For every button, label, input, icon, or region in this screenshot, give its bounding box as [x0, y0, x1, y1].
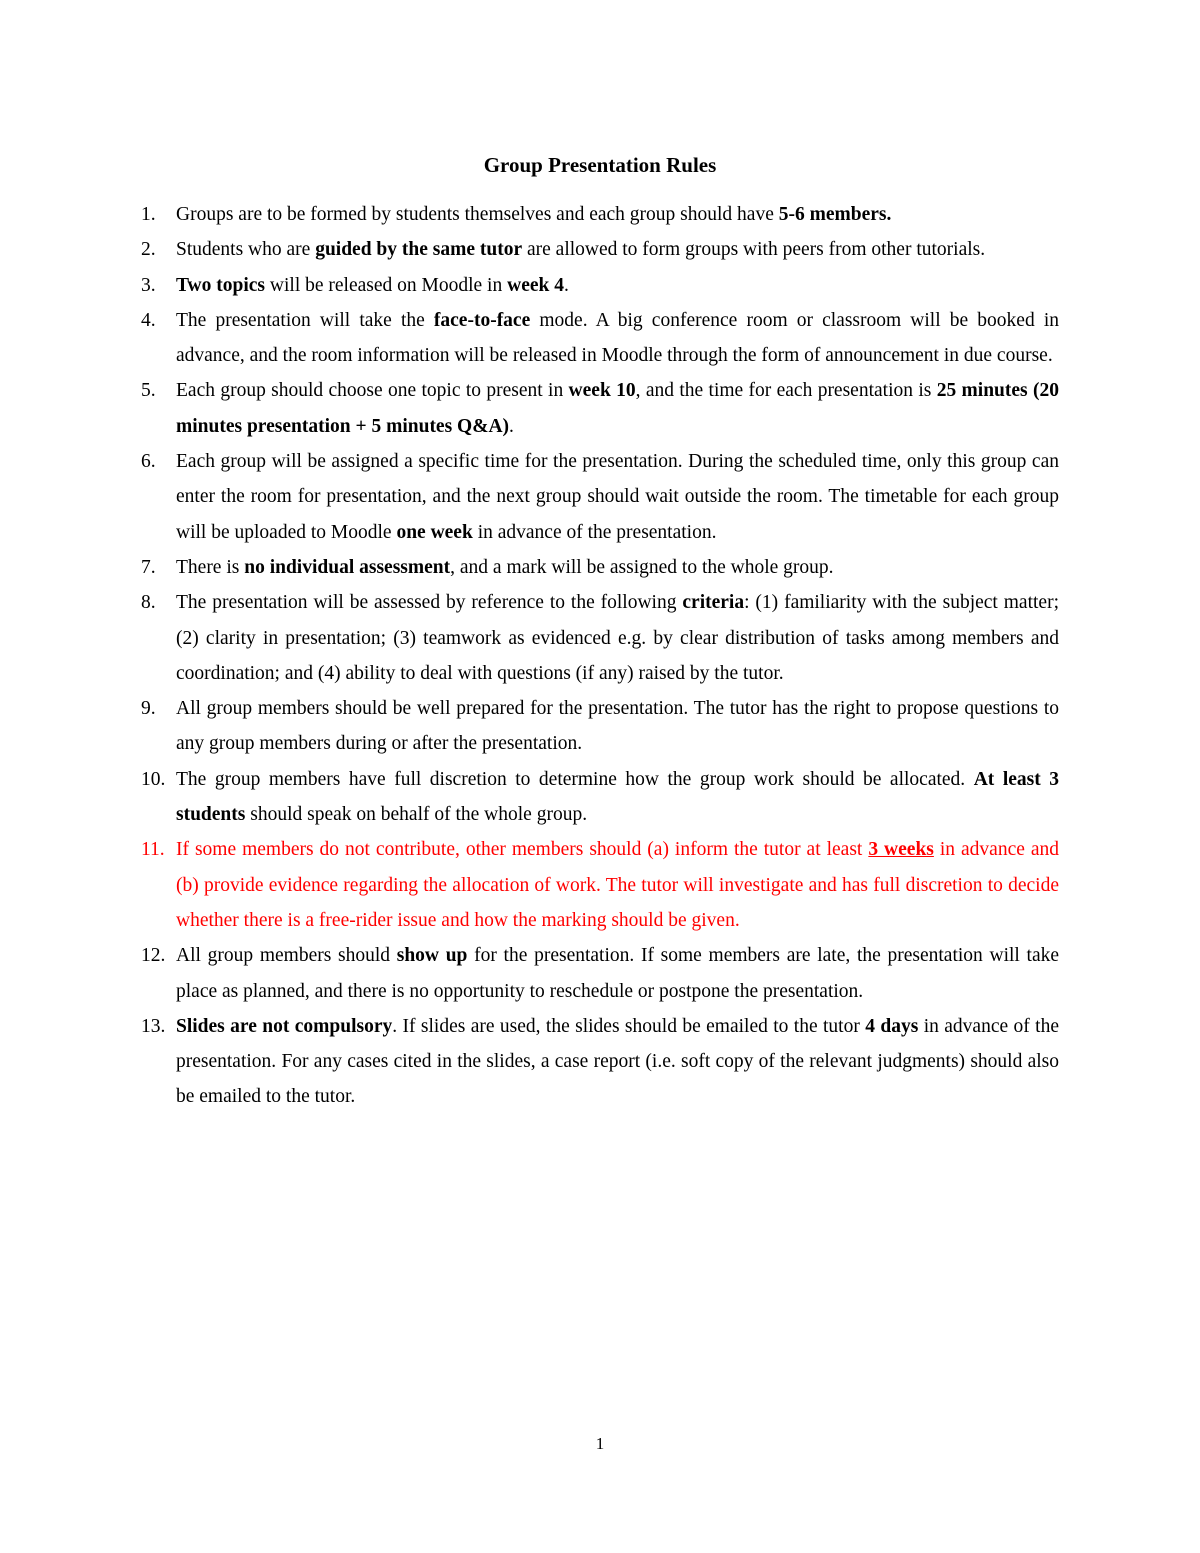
- rule-item: [141, 938, 1059, 1009]
- rule-item: [141, 232, 1059, 267]
- rule-emphasis: face-to-face: [433, 309, 531, 331]
- rule-text-segment: There is: [176, 556, 245, 578]
- rule-text: [176, 239, 985, 260]
- rule-number: 10.: [141, 768, 166, 790]
- rule-item: [141, 197, 1059, 232]
- rule-number: 5.: [141, 380, 156, 402]
- rule-item: [141, 762, 1059, 833]
- rule-emphasis: show up: [396, 945, 468, 967]
- rule-underline: [868, 839, 934, 860]
- document-title: Group Presentation Rules: [483, 153, 717, 177]
- rule-emphasis: Slides are not compulsory: [176, 1015, 393, 1037]
- rule-text: [176, 557, 834, 578]
- rule-text-segment: for the presentation. If some members are late, the presentation will take place as planned, and there is no opportunity to reschedule or postpone the presentation.: [176, 945, 1059, 1002]
- rule-text-segment: All group members should: [176, 945, 397, 967]
- rule-emphasis: one week: [396, 521, 473, 543]
- rule-text-segment: in advance of the presentation.: [472, 521, 717, 543]
- rule-number: 8.: [141, 592, 156, 614]
- rule-text: [176, 275, 569, 296]
- rule-text: [176, 592, 1059, 684]
- rule-emphasis: 4 days: [865, 1015, 919, 1037]
- rule-emphasis: guided by the same tutor: [315, 239, 523, 261]
- rule-emphasis: week 10: [568, 380, 636, 402]
- rule-emphasis: 3 weeks: [868, 839, 934, 861]
- rule-emphasis: 25 minutes (20 minutes presentation + 5 minutes Q&A): [176, 380, 1059, 437]
- rule-text-segment: The presentation will take the: [176, 309, 434, 331]
- page-number: 1: [595, 1434, 605, 1453]
- rule-item: [141, 832, 1059, 938]
- rule-text-segment: Students who are: [176, 239, 316, 261]
- rule-number: 7.: [141, 556, 156, 578]
- rule-text: [176, 1016, 1059, 1108]
- rule-text-segment: in advance and (b) provide evidence regarding the allocation of work. The tutor will investigate and has full discretion to decide whether there is a free-rider issue and how the marking should be given.: [176, 839, 1060, 931]
- rule-item: [141, 303, 1059, 374]
- rule-item: [141, 268, 1059, 303]
- rule-text-segment: should speak on behalf of the whole group.: [245, 804, 588, 826]
- rule-text: [176, 204, 891, 225]
- rule-number: 6.: [141, 451, 156, 473]
- rule-item: [141, 550, 1059, 585]
- rules-list: [141, 197, 1059, 1115]
- rule-text: [176, 839, 1059, 931]
- rule-text-segment: are allowed to form groups with peers from other tutorials.: [522, 239, 986, 261]
- rule-emphasis: 5-6 members.: [778, 204, 892, 225]
- rule-text: [176, 451, 1059, 543]
- rule-text-segment: in advance of the presentation. For any cases cited in the slides, a case report (i.e. soft copy of the relevant judgments) should also be emailed to the tutor.: [176, 1015, 1059, 1108]
- rule-emphasis: Two topics: [176, 274, 266, 296]
- rule-number: 12.: [141, 945, 166, 967]
- rule-text-segment: The group members have full discretion to determine how the group work should be allocated.: [176, 768, 974, 790]
- rule-text: [176, 769, 1059, 825]
- rule-text-segment: All group members should be well prepared for the presentation. The tutor has the right to propose questions to any group members during or after the presentation.: [176, 698, 1059, 755]
- rule-number: 11.: [141, 839, 165, 861]
- rule-text-segment: Groups are to be formed by students themselves and each group should have: [176, 204, 779, 225]
- rule-text: [176, 380, 1059, 436]
- rule-text-segment: If some members do not contribute, other members should (a) inform the tutor at least: [176, 839, 869, 861]
- rule-item: [141, 1009, 1059, 1115]
- rule-number: 2.: [141, 239, 156, 261]
- rule-text: [176, 945, 1059, 1001]
- rule-number: 9.: [141, 698, 156, 720]
- rule-text-segment: , and a mark will be assigned to the whole group.: [450, 556, 834, 578]
- rule-text-segment: mode. A big conference room or classroom will be booked in advance, and the room information will be released in Moodle through the form of announcement in due course.: [176, 309, 1060, 367]
- rule-emphasis: week 4: [507, 274, 564, 296]
- rule-number: 4.: [141, 309, 156, 331]
- rule-text-segment: will be released on Moodle in: [265, 274, 508, 296]
- rule-text-segment: : (1) familiarity with the subject matter; (2) clarity in presentation; (3) teamwork as evidenced e.g. by clear distribution of tasks among members and coordination; and (4) ability to deal with questions (if any) raised by the tutor.: [176, 592, 1059, 684]
- rule-text-segment: , and the time for each presentation is: [635, 380, 937, 402]
- rule-item: [141, 444, 1059, 550]
- rule-text-segment: . If slides are used, the slides should be emailed to the tutor: [392, 1015, 866, 1037]
- rule-number: 1.: [141, 204, 156, 225]
- rule-number: 3.: [141, 274, 156, 296]
- rule-item: [141, 691, 1059, 762]
- rule-item: [141, 373, 1059, 444]
- rule-number: 13.: [141, 1015, 166, 1037]
- rule-emphasis: criteria: [682, 592, 745, 614]
- rule-text-segment: .: [509, 415, 514, 437]
- rule-text-segment: .: [563, 274, 569, 296]
- rule-emphasis: At least 3 students: [176, 768, 1059, 826]
- rule-text-segment: Each group will be assigned a specific time for the presentation. During the scheduled time, only this group can enter the room for presentation, and the next group should wait outside the room. The timetable for each group will be uploaded to Moodle: [176, 451, 1059, 543]
- rule-text-segment: The presentation will be assessed by reference to the following: [176, 592, 683, 614]
- rule-text: [176, 698, 1059, 754]
- rule-item: [141, 585, 1059, 691]
- rule-text: [176, 310, 1059, 366]
- rule-emphasis: no individual assessment: [244, 556, 451, 578]
- rule-text-segment: Each group should choose one topic to present in: [176, 380, 569, 402]
